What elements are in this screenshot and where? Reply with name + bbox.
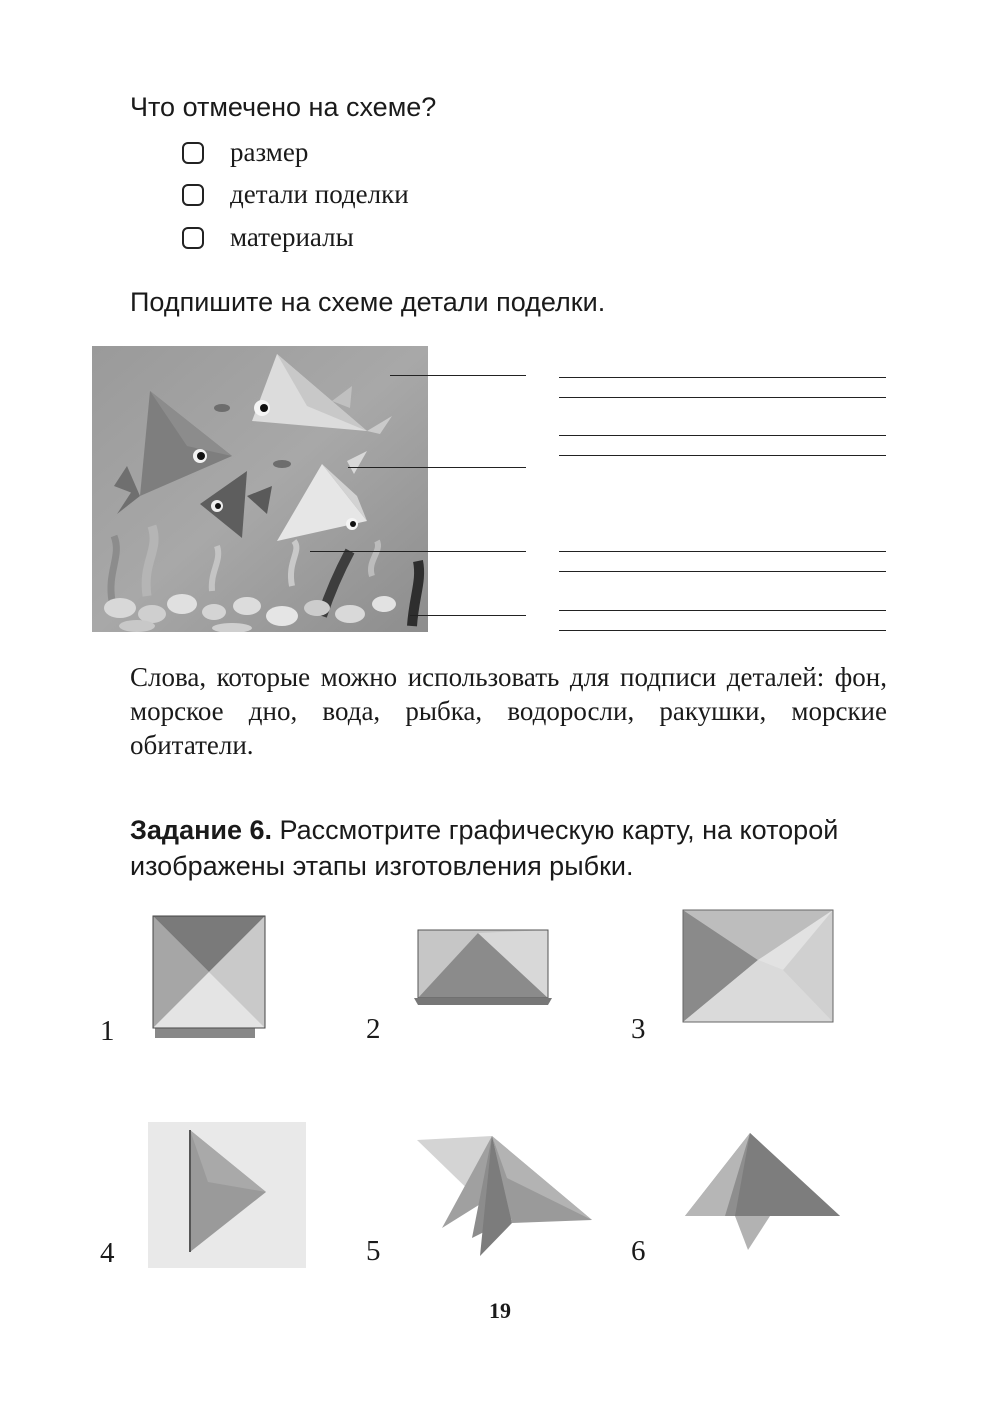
answer-line[interactable] bbox=[559, 397, 886, 398]
answer-line[interactable] bbox=[559, 551, 886, 552]
step-5-image bbox=[412, 1128, 597, 1260]
step-6-image bbox=[680, 1128, 845, 1253]
checkbox[interactable] bbox=[182, 142, 204, 164]
option-label: детали поделки bbox=[230, 179, 409, 209]
aquarium-craft-photo bbox=[92, 346, 428, 632]
pointer-line bbox=[310, 551, 526, 552]
option-materials[interactable] bbox=[182, 222, 354, 253]
answer-line[interactable] bbox=[559, 377, 886, 378]
page-number: 19 bbox=[489, 1298, 511, 1323]
checkbox[interactable] bbox=[182, 227, 204, 249]
step-2-image bbox=[408, 925, 558, 1010]
answer-line[interactable] bbox=[559, 455, 886, 456]
option-craft-parts[interactable] bbox=[182, 179, 409, 210]
task-description: Рассмотрите графическую карту, на которой изображены этапы изготовления рыбки. bbox=[130, 815, 839, 881]
answer-line[interactable] bbox=[559, 610, 886, 611]
pointer-line bbox=[348, 467, 526, 468]
option-label: размер bbox=[230, 137, 309, 167]
task-label: Задание 6. bbox=[130, 815, 273, 845]
step-3-image bbox=[678, 905, 838, 1027]
step-number: 2 bbox=[366, 1013, 381, 1045]
option-size[interactable] bbox=[182, 137, 308, 168]
pointer-line bbox=[410, 615, 526, 616]
question-text: Что отмечено на схеме? bbox=[130, 92, 437, 122]
step-1-image bbox=[145, 912, 270, 1042]
task-6-text bbox=[130, 812, 887, 884]
pointer-line bbox=[390, 375, 526, 376]
step-number: 3 bbox=[631, 1013, 646, 1045]
answer-line[interactable] bbox=[559, 435, 886, 436]
step-number: 5 bbox=[366, 1235, 381, 1267]
checkbox[interactable] bbox=[182, 184, 204, 206]
instruction-text: Подпишите на схеме детали поделки. bbox=[130, 287, 606, 317]
answer-line[interactable] bbox=[559, 571, 886, 572]
step-number: 1 bbox=[100, 1015, 115, 1047]
step-number: 6 bbox=[631, 1235, 646, 1267]
step-number: 4 bbox=[100, 1237, 115, 1269]
option-label: материалы bbox=[230, 222, 354, 252]
word-list-text: Слова, которые можно использовать для подписи деталей: фон, морское дно, вода, рыбка, водоросли, ракушки, морские обитатели. bbox=[130, 662, 887, 760]
step-4-image bbox=[148, 1122, 306, 1268]
answer-line[interactable] bbox=[559, 630, 886, 631]
